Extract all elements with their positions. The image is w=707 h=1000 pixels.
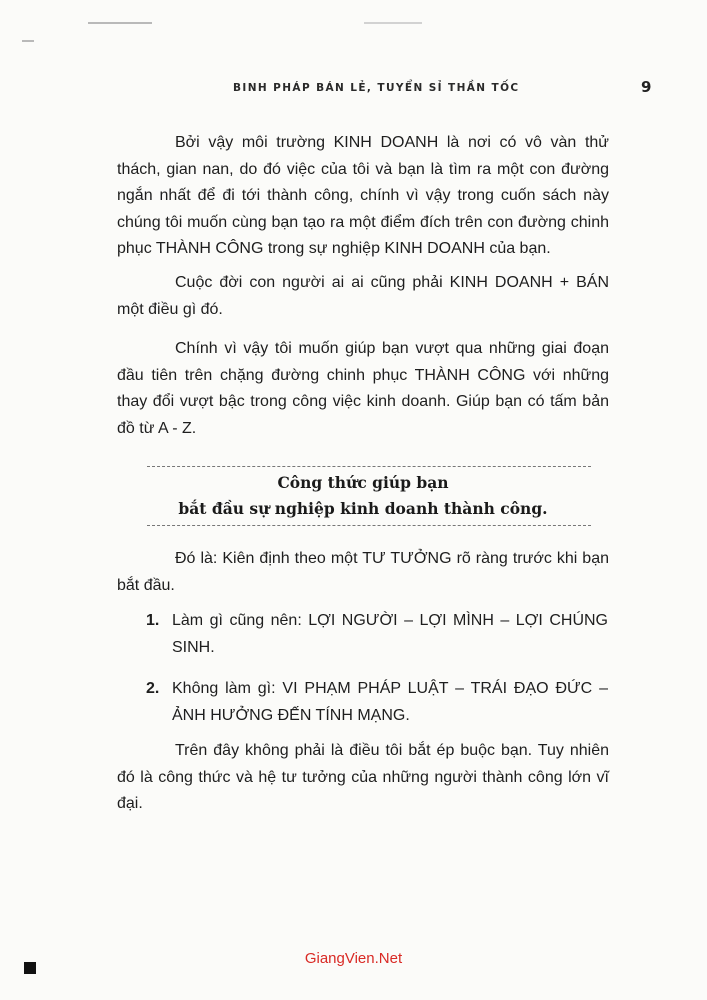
closing-paragraph: Trên đây không phải là điều tôi bắt ép buộc bạn. Tuy nhiên đó là công thức và hệ tư tưởng của những người thành công lớn vĩ đại. bbox=[117, 742, 609, 812]
paragraph: Cuộc đời con người ai ai cũng phải KINH DOANH + BÁN một điều gì đó. bbox=[117, 274, 609, 318]
list-item-text: Không làm gì: VI PHẠM PHÁP LUẬT – TRÁI ĐẠO ĐỨC – ẢNH HƯỞNG ĐẾN TÍNH MẠNG. bbox=[172, 680, 608, 724]
list-item bbox=[146, 676, 608, 729]
paragraph: Bởi vậy môi trường KINH DOANH là nơi có vô vàn thử thách, gian nan, do đó việc của tôi và bạn là tìm ra một con đường ngắn nhất để đi tới thành công, chính vì vậy trong cuốn sách này chúng tôi muốn cùng bạn tạo ra một điểm đích trên con đường chinh phục THÀNH CÔNG trong sự nghiệp KINH DOANH của bạn. bbox=[117, 134, 609, 257]
list-item-text: Làm gì cũng nên: LỢI NGƯỜI – LỢI MÌNH – LỢI CHÚNG SINH. bbox=[172, 612, 608, 656]
section-heading bbox=[117, 470, 609, 522]
scan-mark bbox=[88, 22, 152, 24]
paragraph: Chính vì vậy tôi muốn giúp bạn vượt qua những giai đoạn đầu tiên trên chặng đường chinh phục THÀNH CÔNG với những thay đổi vượt bậc trong công việc kinh doanh. Giúp bạn có tấm bản đồ từ A - Z. bbox=[117, 340, 609, 437]
scan-mark bbox=[22, 40, 34, 42]
section-lead: Đó là: Kiên định theo một TƯ TƯỞNG rõ ràng trước khi bạn bắt đầu. bbox=[117, 550, 609, 594]
scan-corner-mark bbox=[24, 962, 36, 974]
scan-mark bbox=[364, 22, 422, 24]
section-rule-bottom bbox=[147, 525, 591, 526]
section-rule-top bbox=[147, 466, 591, 467]
list-item-number: 2. bbox=[146, 680, 160, 697]
section-heading-line1: Công thức giúp bạn bbox=[277, 473, 449, 492]
list-item-number: 1. bbox=[146, 612, 160, 629]
section-heading-line2: bắt đầu sự nghiệp kinh doanh thành công. bbox=[178, 499, 548, 518]
page-number: 9 bbox=[641, 78, 652, 96]
watermark-text: GiangVien.Net bbox=[304, 950, 403, 967]
running-header: BINH PHÁP BÁN LẺ, TUYỂN SỈ THẦN TỐC bbox=[233, 82, 520, 94]
list-item bbox=[146, 608, 608, 661]
